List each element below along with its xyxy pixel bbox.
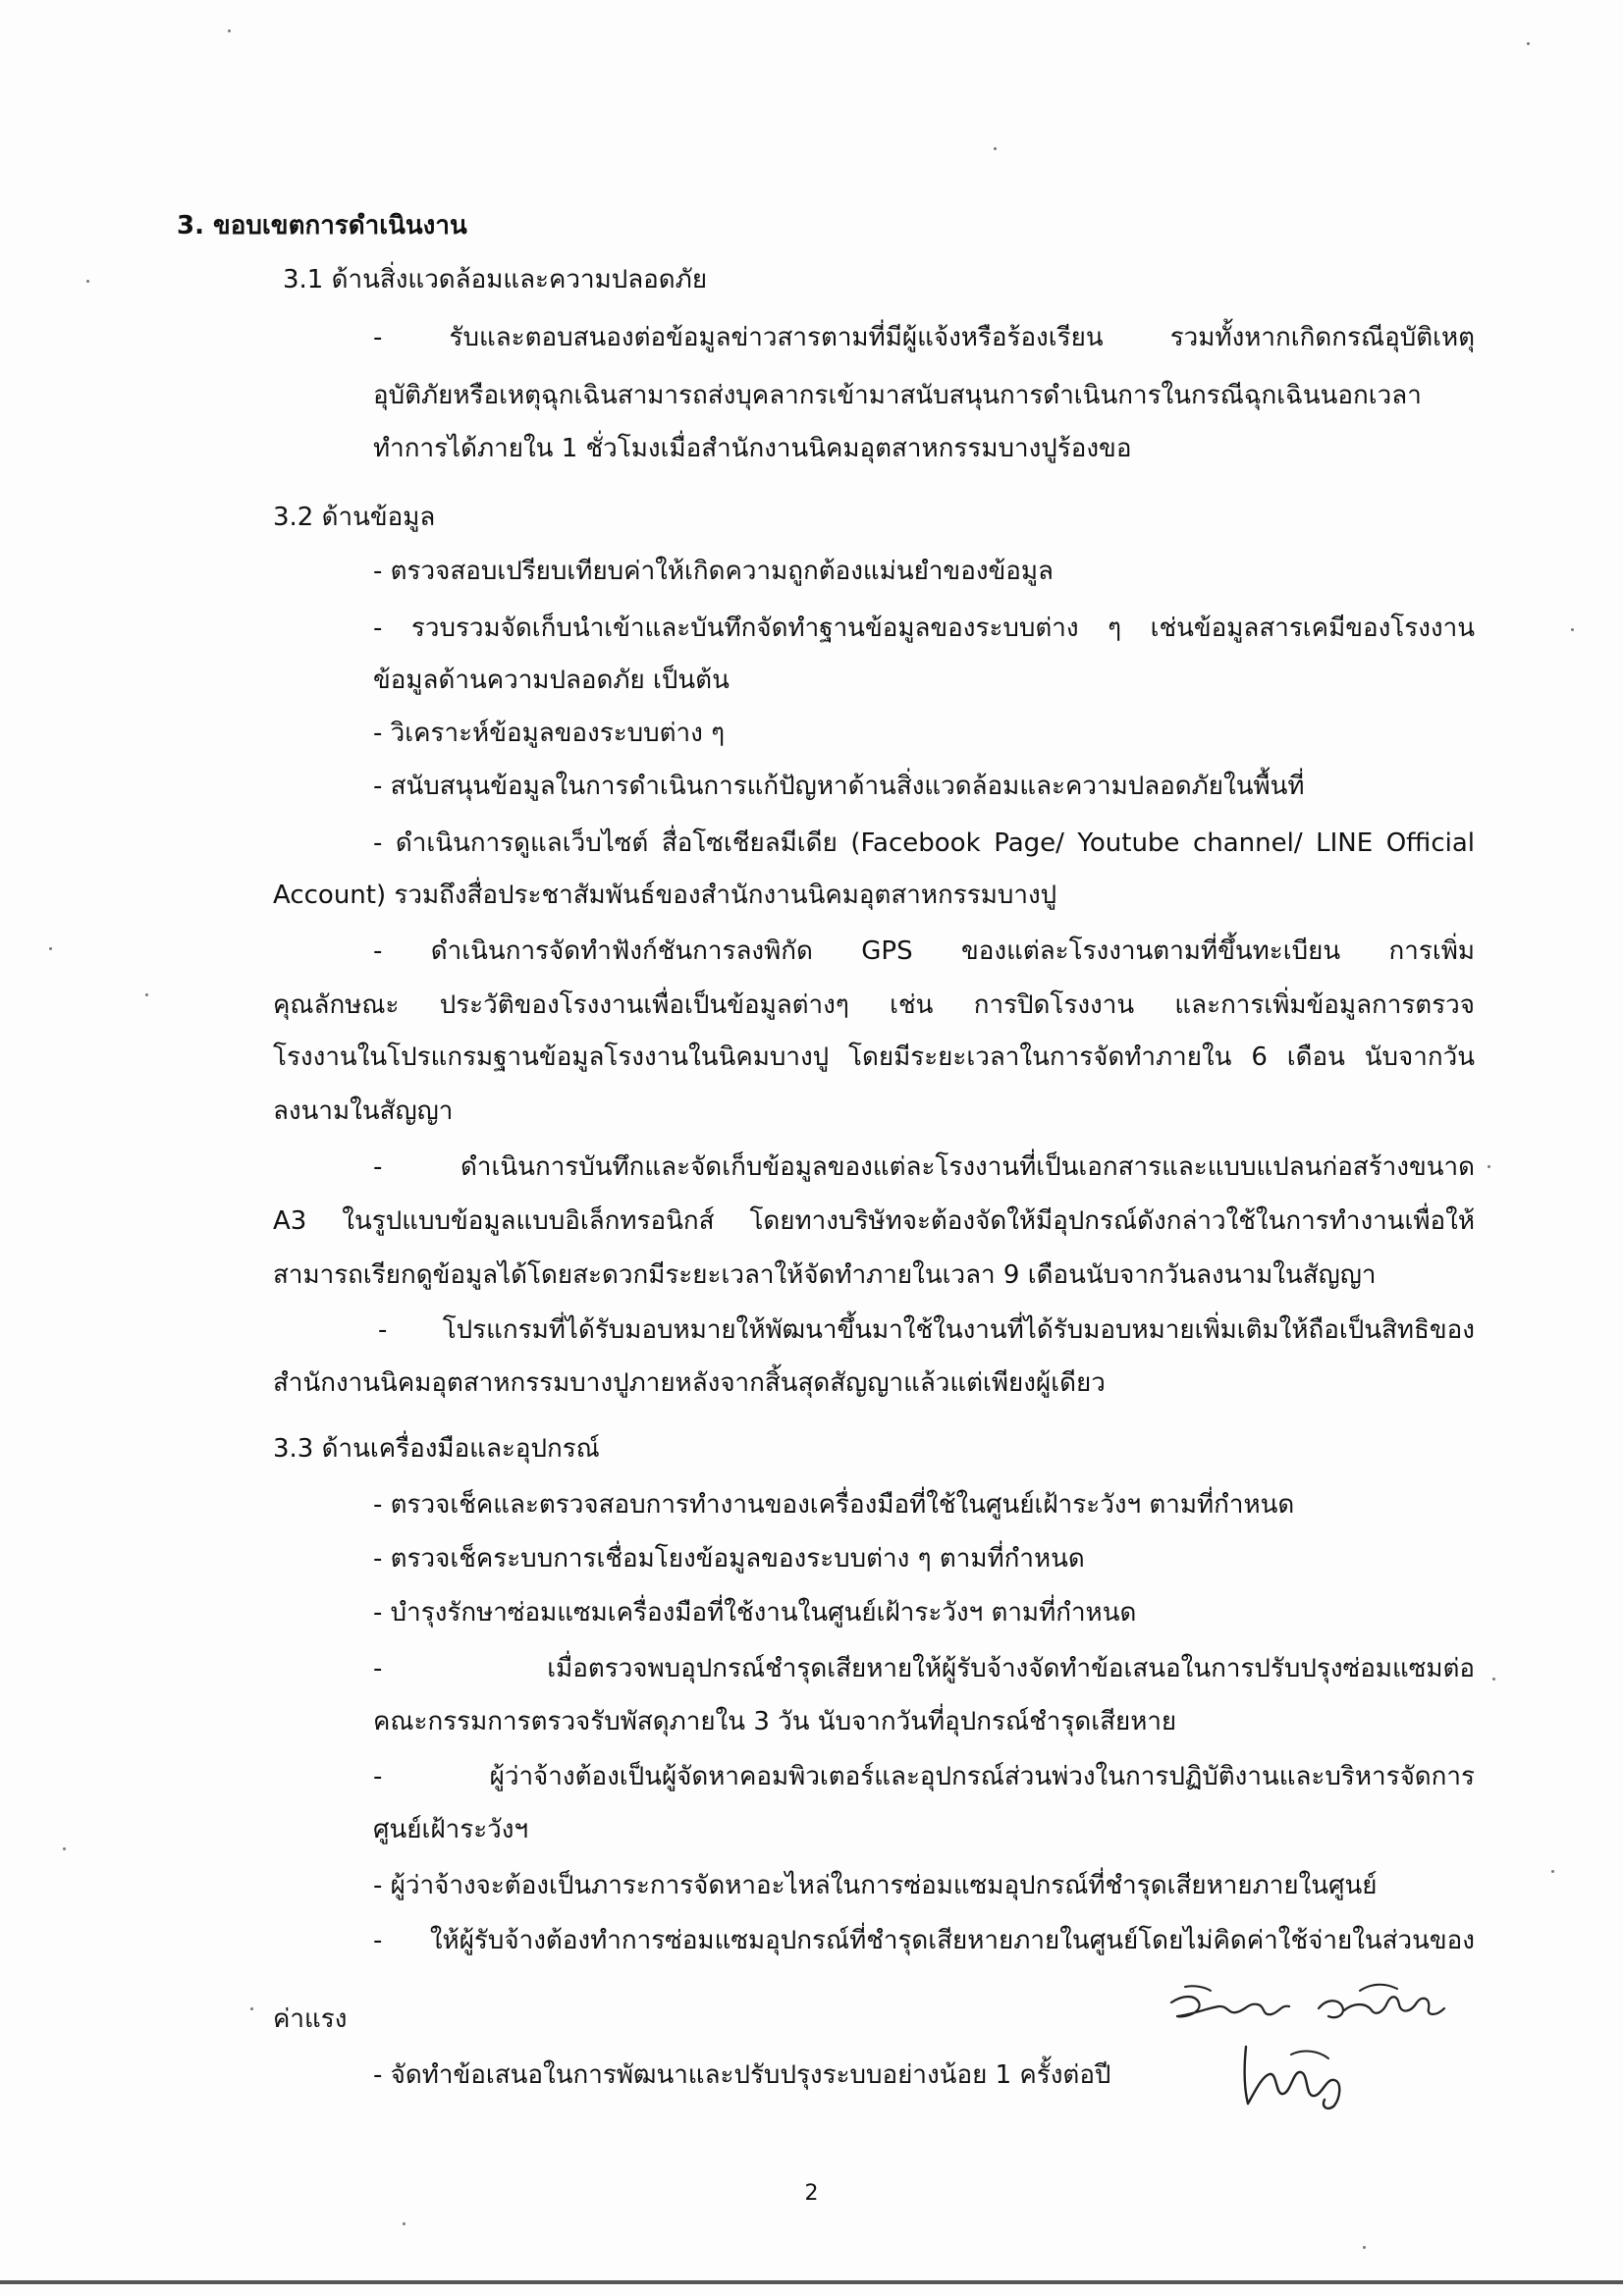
- scan-speck: [1488, 1165, 1490, 1168]
- signature-2-icon: [1232, 2037, 1360, 2115]
- section-heading: 3. ขอบเขตการดำเนินงาน: [177, 211, 467, 240]
- paragraph-line: A3 ในรูปแบบข้อมูลแบบอิเล็กทรอนิกส์ โดยทางบริษัทจะต้องจัดให้มีอุปกรณ์ดังกล่าวใช้ในการทำงานเพื่อให้: [273, 1206, 1475, 1236]
- scan-speck: [250, 2007, 253, 2010]
- paragraph-line: - วิเคราะห์ข้อมูลของระบบต่าง ๆ: [373, 719, 726, 748]
- subsection-title-3-1: 3.1 ด้านสิ่งแวดล้อมและความปลอดภัย: [283, 265, 708, 294]
- scan-speck: [994, 147, 997, 150]
- paragraph-line: โรงงานในโปรแกรมฐานข้อมูลโรงงานในนิคมบางปู โดยมีระยะเวลาในการจัดทำภายใน 6 เดือน นับจากวัน: [273, 1042, 1475, 1072]
- scan-speck: [228, 29, 231, 32]
- paragraph-line: อุบัติภัยหรือเหตุฉุกเฉินสามารถส่งบุคลากรเข้ามาสนับสนุนการดำเนินการในกรณีฉุกเฉินนอกเวลา: [373, 381, 1422, 410]
- scan-speck: [1363, 2246, 1366, 2249]
- paragraph-line: - ตรวจสอบเปรียบเทียบค่าให้เกิดความถูกต้องแม่นยำของข้อมูล: [373, 557, 1054, 586]
- scan-speck: [63, 1847, 66, 1850]
- paragraph-line: ข้อมูลด้านความปลอดภัย เป็นต้น: [373, 666, 730, 695]
- paragraph-line: ทำการได้ภายใน 1 ชั่วโมงเมื่อสำนักงานนิคมอุตสาหกรรมบางปูร้องขอ: [373, 434, 1132, 463]
- scan-speck: [1492, 1678, 1495, 1681]
- paragraph-line: - สนับสนุนข้อมูลในการดำเนินการแก้ปัญหาด้านสิ่งแวดล้อมและความปลอดภัยในพื้นที่: [373, 772, 1305, 801]
- paragraph-line: - ดำเนินการบันทึกและจัดเก็บข้อมูลของแต่ละโรงงานที่เป็นเอกสารและแบบแปลนก่อสร้างขนาด: [373, 1152, 1475, 1182]
- scan-speck: [49, 947, 52, 950]
- paragraph-line: สามารถเรียกดูข้อมูลได้โดยสะดวกมีระยะเวลาให้จัดทำภายในเวลา 9 เดือนนับจากวันลงนามในสัญญา: [273, 1260, 1377, 1290]
- paragraph-line: - รับและตอบสนองต่อข้อมูลข่าวสารตามที่มีผู้แจ้งหรือร้องเรียน รวมทั้งหากเกิดกรณีอุบัติเหตุ: [373, 323, 1475, 352]
- paragraph-line: - ดำเนินการดูแลเว็บไซต์ สื่อโซเชียลมีเดีย (Facebook Page/ Youtube channel/ LINE Official: [373, 828, 1475, 858]
- subsection-title-3-3: 3.3 ด้านเครื่องมือและอุปกรณ์: [273, 1434, 600, 1464]
- paragraph-line: - ให้ผู้รับจ้างต้องทำการซ่อมแซมอุปกรณ์ที่ชำรุดเสียหายภายในศูนย์โดยไม่คิดค่าใช้จ่ายในส่วนของ: [373, 1926, 1475, 1955]
- paragraph-line: - โปรแกรมที่ได้รับมอบหมายให้พัฒนาขึ้นมาใช้ในงานที่ได้รับมอบหมายเพิ่มเติมให้ถือเป็นสิทธิของ: [378, 1315, 1475, 1345]
- paragraph-line: - ผู้ว่าจ้างจะต้องเป็นภาระการจัดหาอะไหล่ในการซ่อมแซมอุปกรณ์ที่ชำรุดเสียหายภายในศูนย์: [373, 1871, 1378, 1900]
- paragraph-line: - เมื่อตรวจพบอุปกรณ์ชำรุดเสียหายให้ผู้รับจ้างจัดทำข้อเสนอในการปรับปรุงซ่อมแซมต่อ: [373, 1654, 1475, 1683]
- scan-speck: [1571, 628, 1574, 631]
- paragraph-line: - จัดทำข้อเสนอในการพัฒนาและปรับปรุงระบบอย่างน้อย 1 ครั้งต่อปี: [373, 2060, 1111, 2090]
- paragraph-line: - รวบรวมจัดเก็บนำเข้าและบันทึกจัดทำฐานข้อมูลของระบบต่าง ๆ เช่นข้อมูลสารเคมีของโรงงาน: [373, 614, 1475, 643]
- paragraph-line: - ผู้ว่าจ้างต้องเป็นผู้จัดหาคอมพิวเตอร์และอุปกรณ์ส่วนพ่วงในการปฏิบัติงานและบริหารจัดการ: [373, 1762, 1475, 1791]
- scan-speck: [86, 280, 89, 283]
- paragraph-line: - ตรวจเช็คและตรวจสอบการทำงานของเครื่องมือที่ใช้ในศูนย์เฝ้าระวังฯ ตามที่กำหนด: [373, 1490, 1295, 1520]
- page-number: 2: [804, 2181, 819, 2206]
- subsection-title-3-2: 3.2 ด้านข้อมูล: [273, 503, 436, 532]
- paragraph-line: - บำรุงรักษาซ่อมแซมเครื่องมือที่ใช้งานในศูนย์เฝ้าระวังฯ ตามที่กำหนด: [373, 1598, 1137, 1628]
- paragraph-line: - ดำเนินการจัดทำฟังก์ชันการลงพิกัด GPS ของแต่ละโรงงานตามที่ขึ้นทะเบียน การเพิ่ม: [373, 936, 1475, 966]
- paragraph-line: ค่าแรง: [273, 2004, 348, 2034]
- paragraph-line: ศูนย์เฝ้าระวังฯ: [373, 1815, 529, 1844]
- paragraph-line: Account) รวมถึงสื่อประชาสัมพันธ์ของสำนักงานนิคมอุตสาหกรรมบางปู: [273, 881, 1057, 910]
- bottom-border: [0, 2280, 1623, 2284]
- paragraph-line: สำนักงานนิคมอุตสาหกรรมบางปูภายหลังจากสิ้นสุดสัญญาแล้วแต่เพียงผู้เดียว: [273, 1368, 1106, 1398]
- paragraph-line: คณะกรรมการตรวจรับพัสดุภายใน 3 วัน นับจากวันที่อุปกรณ์ชำรุดเสียหาย: [373, 1707, 1177, 1736]
- paragraph-line: - ตรวจเช็คระบบการเชื่อมโยงข้อมูลของระบบต่าง ๆ ตามที่กำหนด: [373, 1544, 1085, 1574]
- signature-1-icon: [1163, 1973, 1458, 2042]
- scan-speck: [1527, 42, 1530, 45]
- scan-speck: [403, 2222, 406, 2225]
- scan-speck: [145, 993, 148, 996]
- paragraph-line: ลงนามในสัญญา: [273, 1096, 454, 1126]
- paragraph-line: คุณลักษณะ ประวัติของโรงงานเพื่อเป็นข้อมูลต่างๆ เช่น การปิดโรงงาน และการเพิ่มข้อมูลการตรวจ: [273, 990, 1475, 1020]
- scan-speck: [1551, 1870, 1554, 1873]
